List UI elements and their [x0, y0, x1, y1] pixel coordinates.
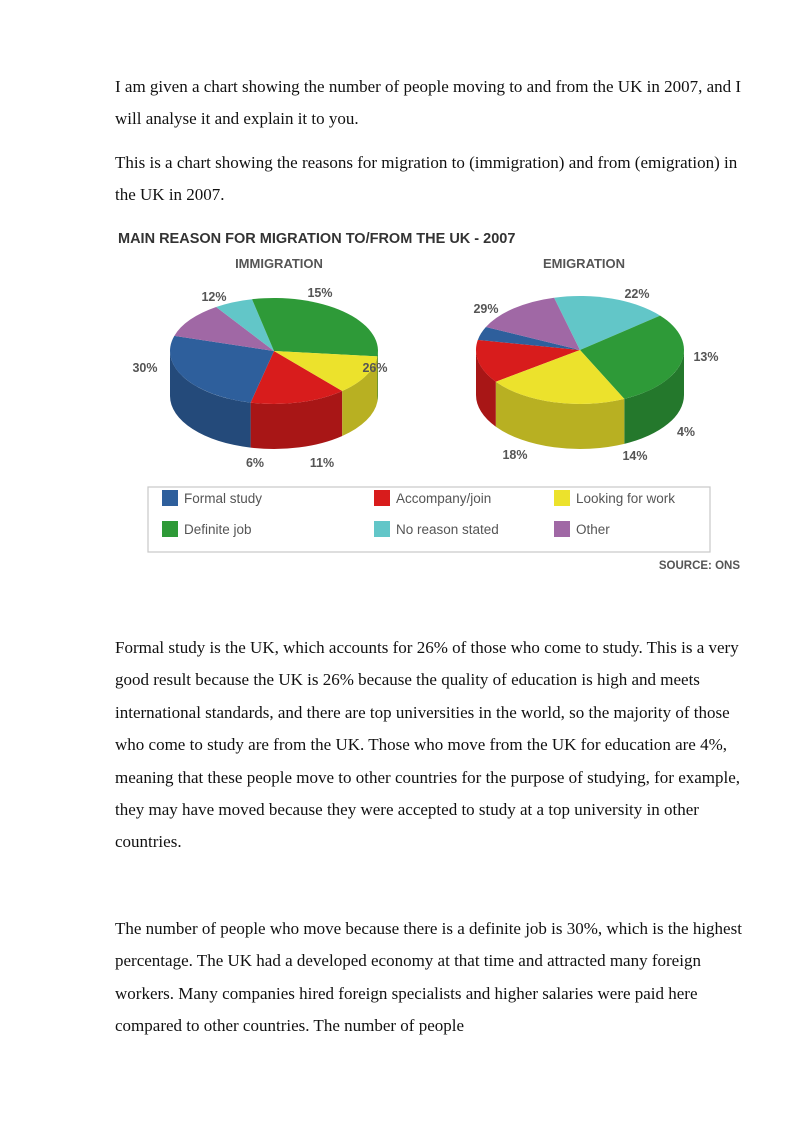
intro-paragraph-1: I am given a chart showing the number of people moving to and from the UK in 2007, and I will analyse it and explain it to you.: [115, 77, 742, 129]
legend-swatch-definite-job: [162, 521, 178, 537]
migration-pie-chart: [112, 222, 746, 582]
body-paragraph-formal-study: Formal study is the UK, which accounts for 26% of those who come to study. This is a very good result because the UK is 26% because the quality of education is high and meets international standards, and there are top universities in the world, so the majority of those who come to study are from the UK. Those who move from the UK for education are 4%, meaning that these people move to other countries for the purpose of studying, for example, they may have moved because they were accepted to study at a top university in other countries.: [115, 638, 741, 852]
pct-label-emigration-accompany-join: 13%: [693, 350, 719, 364]
pct-label-immigration-looking-for-work: 12%: [201, 290, 227, 304]
legend-swatch-accompany-join: [374, 490, 390, 506]
legend-swatch-no-reason-stated: [374, 521, 390, 537]
pie-subtitle-emigration: EMIGRATION: [542, 256, 626, 271]
legend-item-other: [554, 521, 610, 537]
pct-label-emigration-other: 14%: [622, 449, 648, 463]
intro-paragraph-2: This is a chart showing the reasons for migration to (immigration) and from (emigration) in the UK in 2007.: [115, 153, 738, 205]
pct-label-immigration-other: 11%: [309, 456, 335, 470]
legend-label-accompany-join: Accompany/join: [396, 491, 492, 506]
pct-label-emigration-definite-job: 29%: [473, 302, 499, 316]
pie-subtitle-immigration: IMMIGRATION: [235, 256, 323, 271]
legend-label-other: Other: [576, 522, 610, 537]
pct-label-immigration-accompany-join: 15%: [307, 286, 333, 300]
legend-label-looking-for-work: Looking for work: [576, 491, 676, 506]
legend-swatch-other: [554, 521, 570, 537]
body-paragraph-definite-job: The number of people who move because there is a definite job is 30%, which is the highest percentage. The UK had a developed economy at that time and attracted many foreign workers. Many companies hired foreign specialists and higher salaries were paid here compared to other countries. The number of people: [115, 919, 742, 1036]
legend-item-definite-job: [162, 521, 252, 537]
legend-swatch-looking-for-work: [554, 490, 570, 506]
pct-label-immigration-definite-job: 30%: [132, 361, 158, 375]
pie-wall-immigration-definite-job: [377, 351, 378, 401]
legend-label-no-reason-stated: No reason stated: [396, 522, 499, 537]
pie-emigration: [473, 256, 718, 463]
pie-immigration: [132, 256, 387, 470]
pct-label-emigration-looking-for-work: 22%: [624, 287, 650, 301]
pct-label-emigration-no-reason-stated: 18%: [502, 448, 528, 462]
pct-label-immigration-formal-study: 26%: [362, 361, 388, 375]
legend-swatch-formal-study: [162, 490, 178, 506]
legend-label-definite-job: Definite job: [184, 522, 252, 537]
chart-title: MAIN REASON FOR MIGRATION TO/FROM THE UK - 2007: [118, 231, 516, 247]
legend-item-formal-study: [162, 490, 262, 506]
chart-source: SOURCE: ONS: [658, 560, 740, 572]
pct-label-emigration-formal-study: 4%: [676, 425, 696, 439]
legend-label-formal-study: Formal study: [184, 491, 263, 506]
pct-label-immigration-no-reason-stated: 6%: [245, 456, 265, 470]
